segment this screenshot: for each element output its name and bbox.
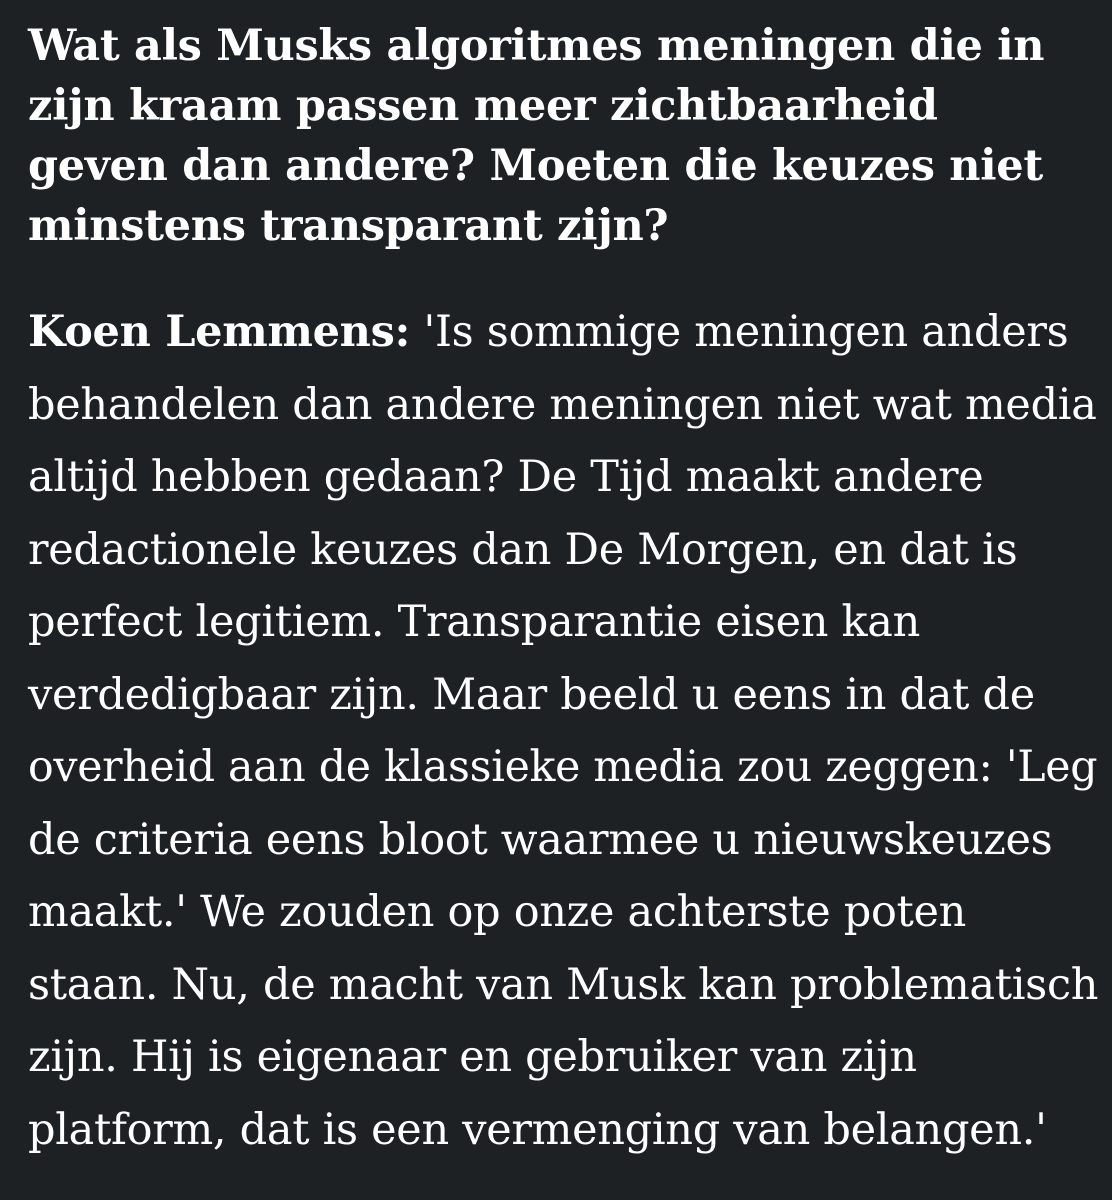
answer-first-line-text: 'Is sommige meningen anders <box>410 307 1069 357</box>
interview-question <box>28 16 1098 256</box>
answer-line: altijd hebben gedaan? De Tijd maakt andere <box>28 452 984 502</box>
answer-line: redactionele keuzes dan De Morgen, en dat is <box>28 524 1018 575</box>
article <box>28 16 1098 1166</box>
question-line: geven dan andere? Moeten die keuzes niet <box>28 141 1043 191</box>
answer-line: overheid aan de klassieke media zou zeggen: 'Leg <box>28 742 1098 792</box>
answer-line: staan. Nu, de macht van Musk kan problematisch <box>28 959 1099 1010</box>
answer-line: behandelen dan andere meningen niet wat media <box>28 379 1097 430</box>
answer-line: platform, dat is een vermenging van belangen.' <box>28 1104 1047 1155</box>
answer-line: verdedigbaar zijn. Maar beeld u eens in dat de <box>28 669 1035 720</box>
interview-answer <box>28 296 1098 1166</box>
answer-first-line <box>28 296 1098 369</box>
answer-line: perfect legitiem. Transparantie eisen kan <box>28 597 920 647</box>
question-line: minstens transparant zijn? <box>28 201 669 251</box>
speaker-name: Koen Lemmens: <box>28 307 411 357</box>
question-line: zijn kraam passen meer zichtbaarheid <box>28 81 938 131</box>
answer-line: de criteria eens bloot waarmee u nieuwskeuzes <box>28 814 1053 865</box>
question-line: Wat als Musks algoritmes meningen die in <box>28 21 1045 71</box>
answer-line: zijn. Hij is eigenaar en gebruiker van zijn <box>28 1032 917 1082</box>
answer-line: maakt.' We zouden op onze achterste poten <box>28 887 967 937</box>
